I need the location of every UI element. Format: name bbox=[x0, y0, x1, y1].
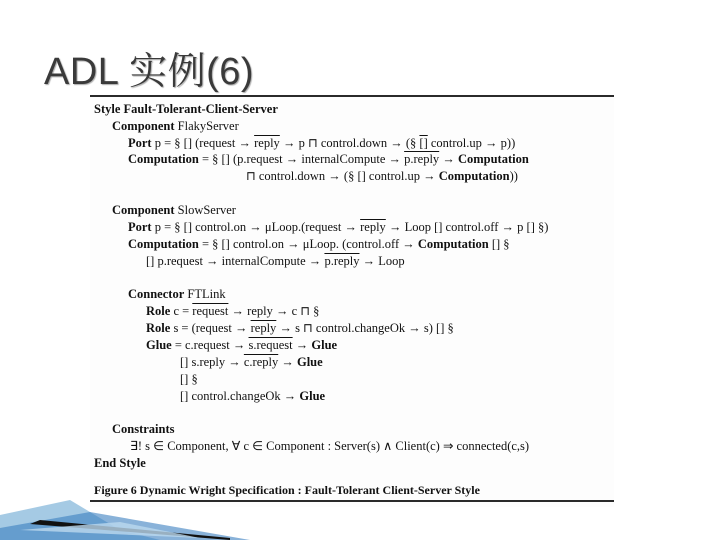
spec-token: Component bbox=[112, 203, 175, 217]
spec-token: p = § [] (request → bbox=[151, 136, 255, 150]
spec-token: Port bbox=[128, 136, 152, 150]
spec-token: reply bbox=[360, 220, 386, 234]
spec-line bbox=[128, 152, 529, 167]
spec-token: Computation bbox=[457, 152, 529, 166]
spec-token: [] control.changeOk → bbox=[180, 389, 300, 403]
spec-line bbox=[112, 422, 175, 437]
spec-token: p.reply bbox=[324, 254, 360, 268]
spec-token: p = § [] control.on → μLoop.(request → bbox=[151, 220, 361, 234]
spec-token: → bbox=[439, 152, 458, 166]
spec-token: End Style bbox=[94, 456, 146, 470]
spec-token: Computation bbox=[438, 169, 510, 183]
spec-line bbox=[146, 254, 405, 269]
spec-line bbox=[128, 220, 548, 235]
figure-caption: Figure 6 Dynamic Wright Specification : Fault-Tolerant Client-Server Style bbox=[94, 483, 480, 497]
spec-token: = § [] (p.request → internalCompute → bbox=[198, 152, 405, 166]
spec-token: p.reply bbox=[404, 152, 440, 166]
spec-line bbox=[146, 338, 337, 353]
spec-token: → reply → c ⊓ § bbox=[228, 304, 320, 318]
spec-token: → bbox=[292, 338, 312, 352]
spec-line bbox=[128, 237, 510, 252]
spec-token: s = (request → bbox=[170, 321, 251, 335]
spec-token: FlakyServer bbox=[174, 119, 239, 133]
spec-token: Role bbox=[146, 321, 171, 335]
spec-token: → Loop bbox=[359, 254, 405, 268]
spec-token: c.reply bbox=[243, 355, 279, 369]
spec-token: Computation bbox=[128, 237, 199, 251]
spec-line bbox=[146, 321, 454, 336]
spec-line bbox=[112, 203, 236, 218]
figure-specification bbox=[90, 95, 614, 507]
spec-token: Computation bbox=[128, 152, 199, 166]
spec-line bbox=[180, 355, 323, 370]
spec-token: control.up → p)) bbox=[427, 136, 516, 150]
spec-token: ⊓ control.down → (§ [] control.up → bbox=[246, 169, 439, 183]
spec-token: Constraints bbox=[112, 422, 175, 436]
spec-token: [] p.request → internalCompute → bbox=[146, 254, 325, 268]
spec-token: Role bbox=[146, 304, 171, 318]
spec-token: [] § bbox=[180, 372, 198, 386]
spec-token: SlowServer bbox=[174, 203, 236, 217]
spec-token: [] § bbox=[488, 237, 510, 251]
spec-token: Style Fault-Tolerant-Client-Server bbox=[94, 102, 278, 116]
spec-token: )) bbox=[509, 169, 518, 183]
spec-token: Component bbox=[112, 119, 175, 133]
spec-token: Glue bbox=[296, 355, 323, 369]
figure-top-rule bbox=[90, 95, 614, 97]
spec-line bbox=[146, 304, 319, 319]
spec-token: reply bbox=[254, 136, 280, 150]
spec-token: Glue bbox=[299, 389, 326, 403]
corner-decoration bbox=[0, 460, 260, 540]
spec-line bbox=[130, 439, 529, 454]
slide-title: ADL 实例(6) bbox=[44, 51, 255, 93]
spec-token: Connector bbox=[128, 287, 185, 301]
spec-token: s.request bbox=[248, 338, 293, 352]
spec-token: reply bbox=[250, 321, 277, 335]
spec-token: FTLink bbox=[184, 287, 226, 301]
spec-token: → p ⊓ control.down → (§ bbox=[279, 136, 420, 150]
spec-token: Computation bbox=[417, 237, 489, 251]
spec-token: ∃! s ∈ Component, ∀ c ∈ Component : Server(s) ∧ Client(c) ⇒ connected(c,s) bbox=[130, 439, 530, 453]
spec-line bbox=[128, 287, 226, 302]
spec-line bbox=[112, 119, 239, 134]
spec-line bbox=[94, 102, 278, 117]
spec-token: → s ⊓ control.changeOk → s) [] § bbox=[276, 321, 454, 335]
spec-line bbox=[246, 169, 518, 184]
spec-token: c = bbox=[170, 304, 193, 318]
spec-token: = c.request → bbox=[171, 338, 249, 352]
spec-token: → bbox=[278, 355, 297, 369]
spec-token: request bbox=[192, 304, 229, 318]
spec-line bbox=[180, 372, 198, 387]
spec-line bbox=[180, 389, 325, 404]
spec-token: [] s.reply → bbox=[180, 355, 244, 369]
spec-token: = § [] control.on → μLoop. (control.off → bbox=[198, 237, 418, 251]
spec-token: [] bbox=[419, 136, 428, 150]
spec-line bbox=[128, 136, 515, 151]
spec-token: Glue bbox=[311, 338, 338, 352]
spec-token: Glue bbox=[146, 338, 172, 352]
spec-token: Port bbox=[128, 220, 152, 234]
spec-token: → Loop [] control.off → p [] §) bbox=[385, 220, 549, 234]
